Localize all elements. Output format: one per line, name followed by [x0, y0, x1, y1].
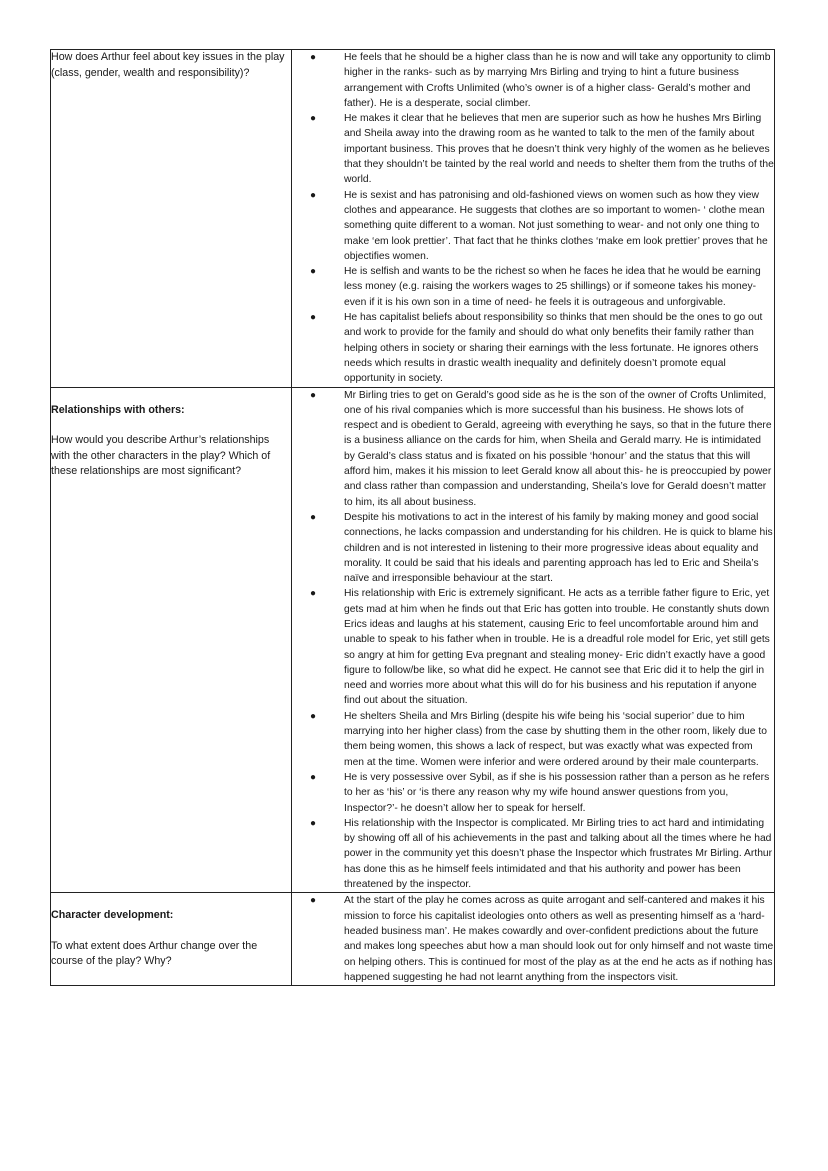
section-title: Relationships with others:	[51, 403, 185, 416]
question-text: How does Arthur feel about key issues in the play (class, gender, wealth and responsibility)?	[51, 51, 285, 79]
table-row	[51, 893, 775, 986]
list-item: ● He shelters Sheila and Mrs Birling (despite his wife being his ‘social superior’ due to him marrying into her higher class) from the case by shutting them in the other room, likely due to them being women, this shows a lack of respect, but was exactly what was expected from men at the time. Women were inferior and were ordered around by their male counterparts.	[310, 710, 767, 768]
list-item: ● He has capitalist beliefs about responsibility so thinks that men should be the ones to go out and work to provide for the family and should do what only benefits their family rather than helping others in society or sharing their earnings with the less fortunate. He ignores others needs which results in drastic wealth inequality and definitely doesn’t promote equal opportunity in society.	[310, 312, 763, 385]
bullet-list	[292, 893, 774, 985]
bullet-icon: ●	[310, 817, 317, 829]
bullet-icon: ●	[310, 113, 317, 125]
bullet-icon: ●	[310, 771, 317, 783]
answer-cell	[292, 893, 775, 986]
bullet-icon: ●	[310, 389, 317, 401]
bullet-icon: ●	[310, 895, 317, 907]
answer-cell	[292, 50, 775, 388]
bullet-icon: ●	[310, 312, 317, 324]
list-item: ● He makes it clear that he believes that men are superior such as how he hushes Mrs Birling and Sheila away into the drawing room as he wanted to talk to the men of the family about important business. This proves that he doesn’t think very highly of the women as he believes that they shouldn’t be tainted by the real world and needs to shelter them from the truths of the world.	[310, 113, 774, 186]
list-item: ● He is selfish and wants to be the richest so when he faces he idea that he would be earning less money (e.g. raising the workers wages to 25 shillings) or if someone takes his money- even if it is his own son in a time of need- he feels it is outrageous and unforgivable.	[310, 266, 761, 308]
list-item: ● Mr Birling tries to get on Gerald’s good side as he is the son of the owner of Crofts Unlimited, one of his rival companies which is more successful than his business. He shows lots of respect and is obedient to Gerald, agreeing with everything he says, so that in the future there is a business alliance on the cards for him, when Sheila and Gerald marry. He is intimidated by Gerald’s class status and is fixated on his possible ‘honour’ and the status that this will afford him, makes it his mission to leet Gerald know all about this- he is preoccupied by power and class rather than compassion and understanding, Sheila’s love for Gerald doesn’t matter to him, its all about business.	[310, 389, 772, 508]
list-item: ● His relationship with the Inspector is complicated. Mr Birling tries to act hard and intimidating by showing off all of his achievements in the past and talking about all the times where he had power in the community yet this doesn’t phase the Inspector which frustrates Mr Birling. Arthur has done this as he himself feels intimidated and that his authority and power has been threatened by the inspector.	[310, 817, 773, 891]
bullet-icon: ●	[310, 189, 317, 201]
table-row	[51, 50, 775, 388]
question-text: How would you describe Arthur’s relationships with the other characters in the play? Which of these relationships are most significant?	[51, 434, 271, 478]
bullet-icon: ●	[310, 710, 317, 722]
question-text: To what extent does Arthur change over the course of the play? Why?	[51, 939, 258, 968]
table-row	[51, 387, 775, 893]
bullet-list	[292, 388, 774, 893]
question-cell	[51, 893, 292, 986]
bullet-list	[292, 50, 774, 387]
list-item: ● His relationship with Eric is extremely significant. He acts as a terrible father figure to Eric, yet gets mad at him when he finds out that Eric has gotten into trouble. He constantly shuts down Erics ideas and laughs at his statement, causing Eric to feel uncomfortable around him and unable to speak to his father when in trouble. He is a dreadful role model for Eric, yet still gets so angry at him for getting Eva pregnant and stealing money- Eric didn’t exactly have a good figure to follow/be like, so what did he expect. He cannot see that Eric did it to help the girl in need and worries more about what this will do for his business and his reputation if anyone find out about the situation.	[310, 588, 770, 707]
answer-cell	[292, 387, 775, 893]
section-title: Character development:	[51, 909, 174, 922]
worksheet-table	[50, 49, 775, 986]
question-cell	[51, 387, 292, 893]
bullet-icon: ●	[310, 266, 317, 278]
list-item: ● At the start of the play he comes across as quite arrogant and self-cantered and makes it his mission to force his capitalist ideologies onto others as well as presenting himself as a ‘hard-headed business man’. He makes cowardly and over-confident predictions about the future and makes long speeches abut how a man should look out for only himself and not waste time on helping others. This is continued for most of the play as at the end he acts as if nothing has happened suggesting he had not learnt anything from the inspectors visit.	[310, 895, 774, 983]
bullet-icon: ●	[310, 511, 317, 523]
bullet-icon: ●	[310, 52, 317, 63]
list-item: ● He is very possessive over Sybil, as if she is his possession rather than a person as he refers to her as ‘his’ or ‘is there any reason why my wife hound answer questions from you, Inspector?’- he doesn’t allow her to speak for herself.	[310, 771, 770, 814]
bullet-icon: ●	[310, 588, 317, 600]
list-item: ● Despite his motivations to act in the interest of his family by making money and good social connections, he lacks compassion and understanding for his children. He is quick to blame his children and is not interested in listening to their more progressive ideas about equality and morality. It could be said that his ideals and parenting approach has led to Eric and Sheila’s naïve and irresponsible behaviour at the start.	[310, 511, 773, 585]
question-cell	[51, 50, 292, 388]
list-item: ● He feels that he should be a higher class than he is now and will take any opportunity to climb higher in the ranks- such as by marrying Mrs Birling and trying to hint a future business arrangement with Crofts Unlimited (who’s owner is of a higher class- Gerald’s mother and father). He is a desperate, social climber.	[310, 52, 771, 109]
list-item: ● He is sexist and has patronising and old-fashioned views on women such as how they view clothes and appearance. He suggests that clothes are so important to women- ‘ clothe mean something quite different to a woman. Not just something to wear- and not only one thing to make ‘em look prettier’. That fact that he thinks clothes ‘make em look prettier’ proves that he objectifies women.	[310, 189, 768, 262]
